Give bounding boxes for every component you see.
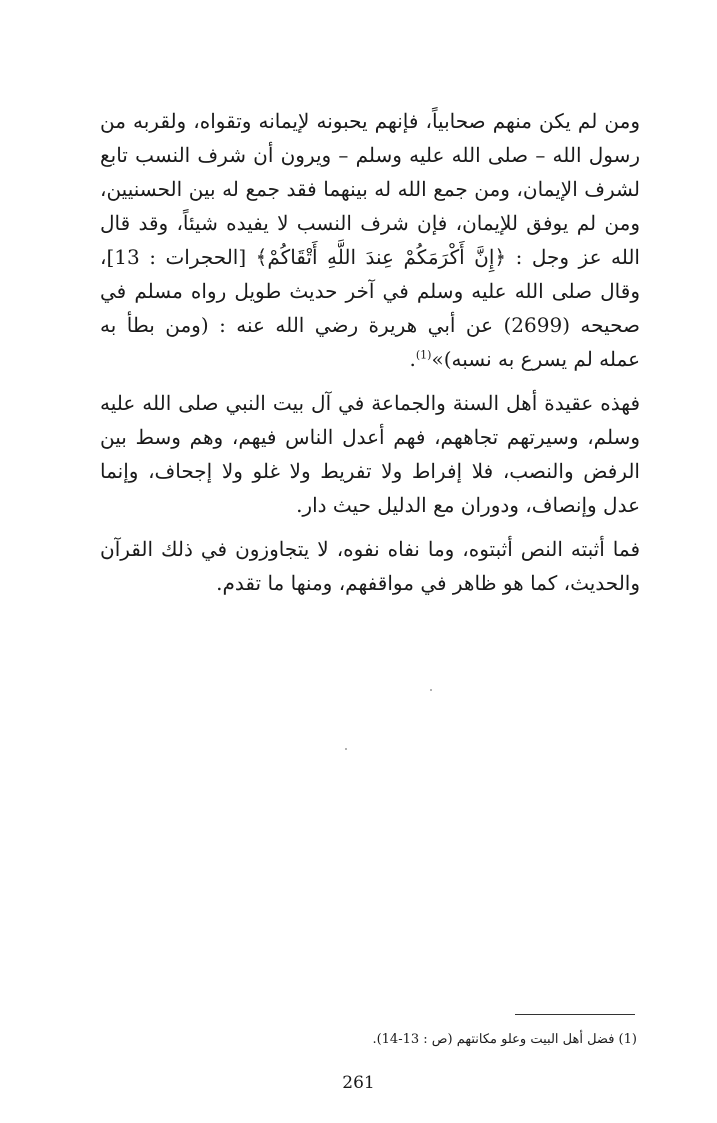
scan-speck — [345, 748, 347, 750]
scan-speck — [430, 689, 432, 691]
footnote-divider — [515, 1014, 635, 1015]
page-number: 261 — [342, 1073, 375, 1093]
paragraph-1 — [100, 104, 640, 376]
footnote: (1) فضل أهل البيت وعلو مكانتهم (ص : 13-14). — [372, 1032, 637, 1047]
footnote-reference: (1) — [415, 348, 432, 362]
paragraph-2: فهذه عقيدة أهل السنة والجماعة في آل بيت النبي صلى الله عليه وسلم، وسيرتهم تجاههم، فهم أعدل الناس فيهم، وهم وسط بين الرفض والنصب، فلا إفراط ولا تفريط ولا غلو ولا إجحاف، وإنما عدل وإنصاف، ودوران مع الدليل حيث دار. — [100, 391, 640, 517]
paragraph-3: فما أثبته النص أثبتوه، وما نفاه نفوه، لا يتجاوزون في ذلك القرآن والحديث، كما هو ظاهر في مواقفهم، ومنها ما تقدم. — [100, 537, 641, 595]
main-text — [100, 104, 640, 600]
paragraph-1-text: ومن لم يكن منهم صحابياً، فإنهم يحبونه لإيمانه وتقواه، ولقربه من رسول الله – صلى الله عليه وسلم – ويرون أن شرف النسب تابع لشرف الإيمان، ومن جمع الله له بينهما فقد جمع له بين الحسنيين، ومن لم يوفق للإيمان، فإن شرف النسب لا يفيده شيئاً، وقد قال الله عز وجل : ﴿إِنَّ أَكْرَمَكُمْ عِندَ اللَّهِ أَتْقَاكُمْ﴾ [الحجرات : 13]، وقال صلى الله عليه وسلم في آخر حديث طويل رواه مسلم في صحيحه (2699) عن أبي هريرة رضي الله عنه : (ومن بطأ به عمله لم يسرع به نسبه)» — [100, 109, 640, 371]
paragraph-1-end: . — [409, 347, 416, 371]
